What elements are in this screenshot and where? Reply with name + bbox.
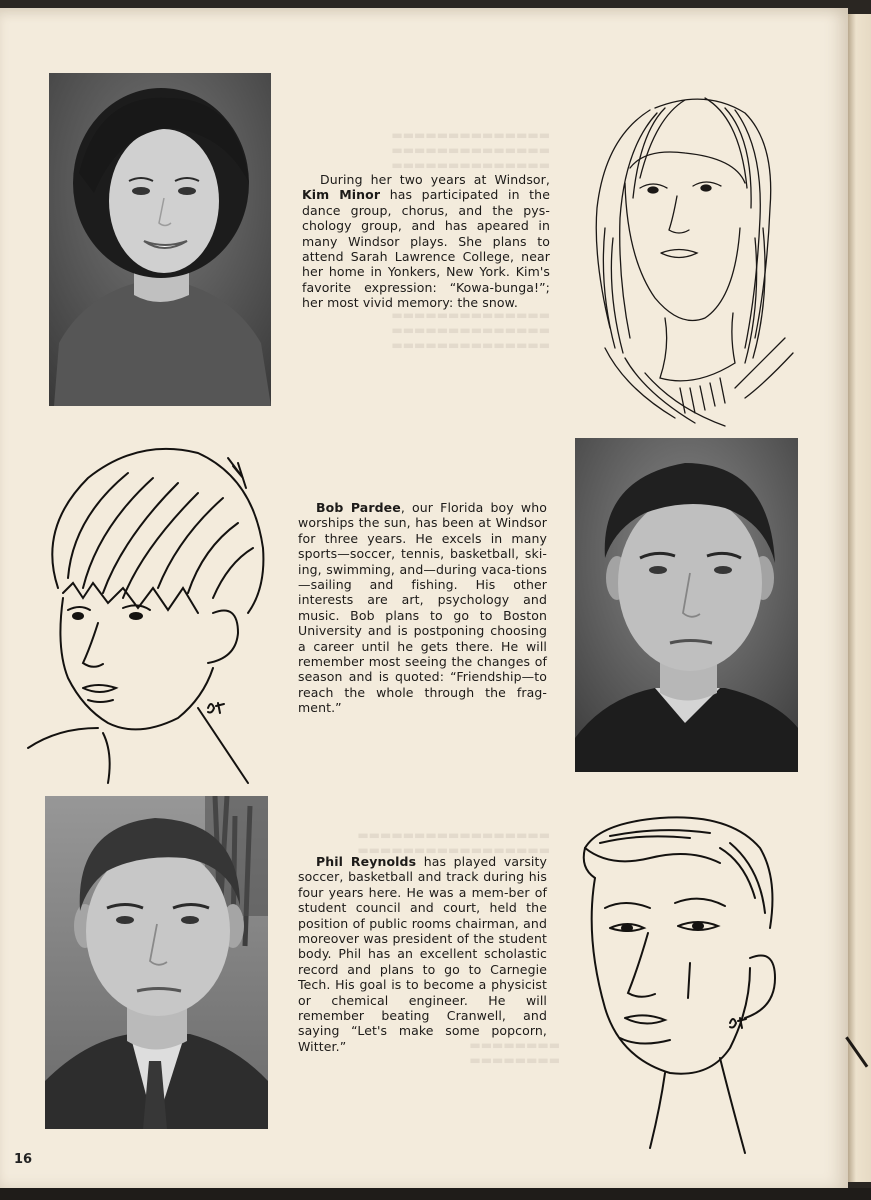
page-number: 16 xyxy=(14,1152,33,1167)
phil-reynolds-name: Phil Reynolds xyxy=(316,854,417,869)
phil-reynolds-bio-text: has played varsity soccer, basketball and track during his four years here. He was a mem-ber of student council and court, held the position of public rooms chairman, and moreover was president of the student body. Phil has an excellent scholastic record and plans to go to Carnegie Tech. His goal is to become a physicist or chemical engineer. He will remember beating Cranwell, and saying “Let's make some popcorn, Witter.” xyxy=(298,854,547,1054)
kim-minor-portrait-photo xyxy=(49,73,271,406)
show-through-text: ▬▬▬▬▬▬▬▬▬▬▬▬▬▬ ▬▬▬▬▬▬▬▬▬▬▬▬▬▬ ▬▬▬▬▬▬▬▬▬▬▬▬▬▬ ▬▬▬▬▬▬▬▬▬▬▬▬▬▬ ▬▬▬▬▬▬▬▬▬▬▬▬▬▬ ▬▬▬▬▬▬▬▬▬▬▬▬▬▬ xyxy=(391,128,550,352)
bob-pardee-sketch-drawing xyxy=(28,438,268,783)
bob-pardee-name: Bob Pardee xyxy=(316,500,401,515)
adjacent-page-edge xyxy=(848,14,871,1182)
phil-reynolds-portrait-photo xyxy=(45,796,268,1129)
bob-pardee-portrait-photo xyxy=(575,438,798,772)
show-through-text: ▬▬▬▬▬▬▬▬ ▬▬▬▬▬▬▬▬ xyxy=(469,1038,560,1067)
kim-minor-bio-text: has participated in the dance group, chorus, and the pys-chology group, and has apeared in many Windsor plays. She plans to attend Sarah Lawrence College, near her home in Yonkers, New York. Kim's favorite expression: “Kowa-bunga!”; her most vivid memory: the snow. xyxy=(302,187,550,311)
phil-reynolds-bio xyxy=(298,854,547,1054)
bob-pardee-bio-text: , our Florida boy who worships the sun, has been at Windsor for three years. He excels in many sports—soccer, tennis, basketball, ski-ing, swimming, and—during vaca-tions—sailing and fishing. His other interests are art, psychology and music. Bob plans to go to Boston University and is postponing choosing a career until he gets there. He will remember most seeing the changes of season and is quoted: “Friendship—to reach the whole through the frag-ment.” xyxy=(298,500,548,716)
bob-pardee-bio xyxy=(298,500,547,716)
kim-minor-sketch-drawing xyxy=(585,88,795,428)
show-through-text: ▬▬▬▬▬▬▬▬▬▬▬▬▬▬▬▬▬ ▬▬▬▬▬▬▬▬▬▬▬▬▬▬▬▬▬ xyxy=(357,828,550,857)
kim-minor-bio-lead: During her two years at Windsor, xyxy=(320,172,550,187)
yearbook-page xyxy=(0,8,848,1188)
scan-bottom-edge xyxy=(0,1188,871,1200)
kim-minor-bio xyxy=(302,172,550,311)
phil-reynolds-sketch-drawing xyxy=(580,808,780,1153)
kim-minor-name: Kim Minor xyxy=(302,187,381,203)
